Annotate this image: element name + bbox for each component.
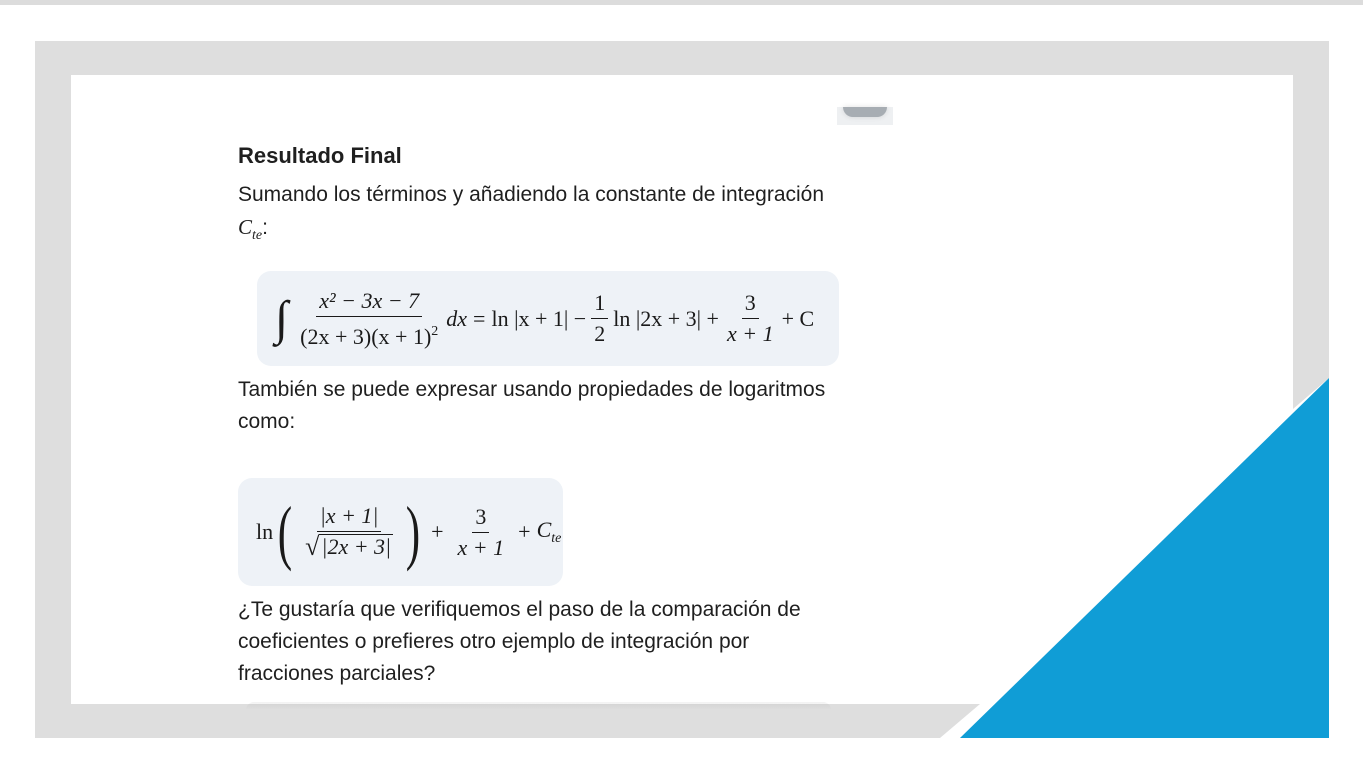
blue-corner-triangle (960, 378, 1329, 738)
log-rational-numerator: 3 (472, 504, 489, 533)
radicand: |2x + 3| (321, 534, 392, 559)
constant-term-subscript: te (551, 531, 562, 546)
constant-tail: + C (781, 305, 815, 331)
integral-sign: ∫ (275, 291, 289, 345)
top-rule (0, 0, 1363, 5)
ln-operator: ln (256, 519, 274, 544)
denominator-base: (2x + 3)(x + 1) (300, 323, 432, 349)
slide-frame (35, 41, 1329, 738)
constant-subscript: te (252, 228, 263, 243)
right-paren: ) (405, 492, 421, 572)
half-numerator: 1 (591, 290, 608, 319)
constant-term-letter: C (536, 517, 552, 542)
rational-numerator: 3 (742, 290, 759, 319)
section-heading: Resultado Final (238, 143, 402, 168)
half-denominator: 2 (594, 321, 606, 346)
radical-sign: √ (305, 532, 320, 561)
equals-sign: = (473, 305, 486, 331)
log-rational-denominator: x + 1 (457, 534, 505, 560)
integrand-numerator: x² − 3x − 7 (316, 288, 422, 317)
differential: dx (446, 305, 468, 331)
intro-colon: : (262, 216, 268, 239)
plus-sign-2: + (518, 519, 531, 544)
plus-sign-1: + (431, 519, 444, 544)
left-paren: ( (277, 492, 293, 572)
followup-question: ¿Te gustaría que verifiquemos el paso de la comparación de coeficientes o prefieres otro ejemplo de integración por fracciones parciales? (238, 598, 801, 685)
log-form-paragraph: También se puede expresar usando propiedades de logaritmos como: (238, 378, 826, 433)
rational-denominator: x + 1 (726, 321, 774, 346)
log-numerator: |x + 1| (317, 503, 382, 532)
denominator-exponent: 2 (431, 323, 439, 339)
log-term-1: ln |x + 1| − (491, 305, 587, 331)
intro-text: Sumando los términos y añadiendo la constante de integración (238, 183, 825, 206)
corner-decoration (35, 41, 1329, 738)
log-term-2: ln |2x + 3| + (613, 305, 719, 331)
constant-letter: C (238, 215, 253, 239)
